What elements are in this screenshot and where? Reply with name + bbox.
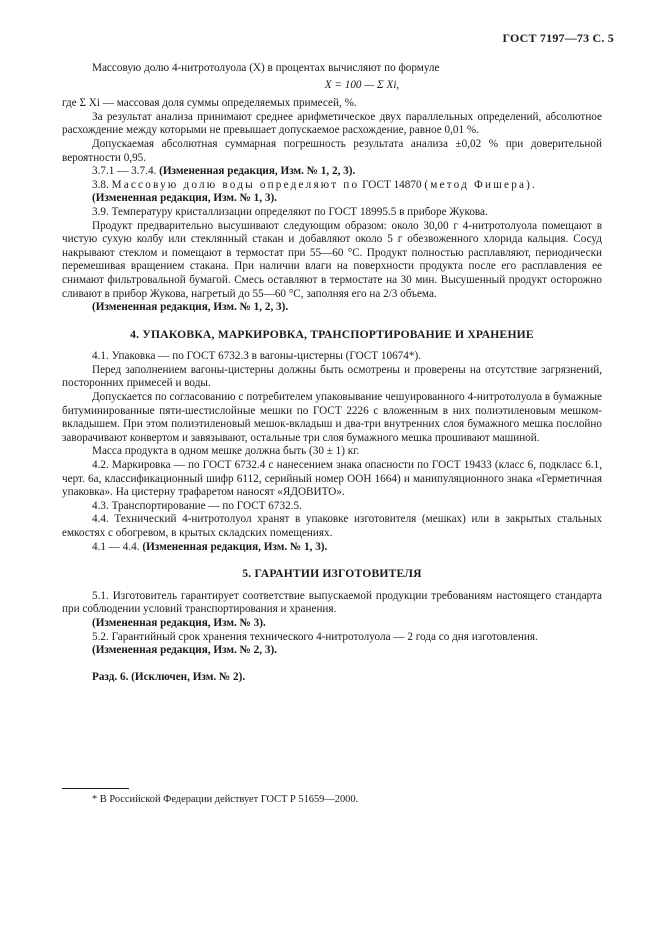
paragraph-drying: Продукт предварительно высушивают следующим образом: около 30,00 г 4-нитротолуола помещают в чистую сухую колбу или стеклянный стакан и добавляют около 5 г обезвоженного хлорида кальция. Сосуд накрывают стеклом и помещают в термостат при 55—60 °С. Продукт полностью расплавляют, периодически перемешивая вращением стакана. При наличии влаги на поверхности продукта после его расплавления ее снимают фильтровальной бумагой. Смесь оставляют в термостате на 30 мин. Высушенный продукт осторожно сливают в прибор Жукова, нагретый до 55—60 °С, заполняя его на 2/3 объема.: [62, 219, 602, 300]
section-6-note: Разд. 6. (Исключен, Изм. № 2).: [92, 670, 246, 683]
paragraph-4-4: 4.4. Технический 4-нитротолуол хранят в упаковке изготовителя (мешках) или в закрытых стальных емкостях с обогревом, в крытых складских помещениях.: [62, 513, 602, 539]
paragraph-5-1: 5.1. Изготовитель гарантирует соответствие выпускаемой продукции требованиям настоящего стандарта при соблюдении условий транспортирования и хранения.: [62, 589, 602, 616]
section-4-title: 4. УПАКОВКА, МАРКИРОВКА, ТРАНСПОРТИРОВАНИЕ И ХРАНЕНИЕ: [130, 327, 534, 341]
paragraph-5-2: 5.2. Гарантийный срок хранения технического 4-нитротолуола — 2 года со дня изготовления.: [92, 630, 538, 643]
amendment-note: (Измененная редакция, Изм. № 2, 3).: [92, 644, 277, 657]
standard-reference: ГОСТ 14870: [362, 178, 422, 191]
clause-text-spaced: Массовую долю воды определяют по: [111, 178, 360, 191]
paragraph-4-amend: [62, 541, 602, 555]
paragraph-3-9: 3.9. Температуру кристаллизации определяют по ГОСТ 18995.5 в приборе Жукова.: [92, 205, 488, 218]
paragraph-3-8: [62, 179, 602, 193]
amendment-note: (Измененная редакция, Изм. № 1, 2, 3).: [159, 165, 356, 178]
paragraph-4-1-mass: Масса продукта в одном мешке должна быть (30 ± 1) кг.: [92, 445, 360, 458]
paragraph-error: Допускаемая абсолютная суммарная погрешность результата анализа ±0,02 % при доверительной вероятности 0,95.: [62, 137, 602, 164]
paragraph-3-7-1: [62, 165, 602, 179]
paragraph-4-1: 4.1. Упаковка — по ГОСТ 6732.3 в вагоны-цистерны (ГОСТ 10674*).: [92, 350, 421, 363]
method-note: (метод Фишера).: [424, 178, 538, 191]
clause-number: 3.7.1 — 3.7.4.: [92, 165, 157, 178]
footnote-divider: [62, 788, 129, 789]
section-5-title: 5. ГАРАНТИИ ИЗГОТОВИТЕЛЯ: [242, 567, 422, 581]
paragraph-formula-intro: Массовую долю 4-нитротолуола (X) в процентах вычисляют по формуле: [92, 62, 440, 74]
amendment-note: (Измененная редакция, Изм. № 1, 3).: [92, 192, 277, 205]
formula: X = 100 — Σ Xi,: [324, 78, 400, 91]
running-header: ГОСТ 7197—73 С. 5: [502, 31, 614, 45]
footnote: * В Российской Федерации действует ГОСТ Р 51659—2000.: [92, 794, 359, 805]
paragraph-4-2: 4.2. Маркировка — по ГОСТ 6732.4 с нанесением знака опасности по ГОСТ 19433 (класс 6, подкласс 6.1, черт. 6а, классификационный шифр 6112, серийный номер ООН 1664) и манипуляционного знака «Герметичная упаковка». На цистерну трафаретом наносят «ЯДОВИТО».: [62, 459, 602, 499]
paragraph-formula-legend: где Σ Xi — массовая доля суммы определяемых примесей, %.: [62, 97, 357, 110]
paragraph-4-1-inspection: Перед заполнением вагоны-цистерны должны быть осмотрены и проверены на отсутствие загрязнений, посторонних примесей и воды.: [62, 363, 602, 390]
paragraph-result: За результат анализа принимают среднее арифметическое двух параллельных определений, абсолютное расхождение между которыми не превышает допускаемое расхождение, равное 0,01 %.: [62, 110, 602, 137]
paragraph-4-1-bags: Допускается по согласованию с потребителем упаковывание чешуированного 4-нитротолуола в бумажные битуминированные пяти-шестислойные мешки по ГОСТ 2226 с вложенным в них полиэтиленовым мешком-вкладышем. При этом полиэтиленовый мешок-вкладыш и два-три внутренних слоя бумажного мешка послойно заворачивают конвертом и завязывают, остальные три слоя бумажного мешка прошивают машиной.: [62, 391, 602, 444]
amendment-note: (Измененная редакция, Изм. № 1, 3).: [142, 540, 328, 553]
amendment-note: (Измененная редакция, Изм. № 1, 2, 3).: [92, 301, 289, 314]
page-content: [62, 62, 602, 684]
clause-number: 3.8.: [92, 178, 109, 191]
paragraph-4-3: 4.3. Транспортирование — по ГОСТ 6732.5.: [92, 499, 302, 512]
amendment-note: (Измененная редакция, Изм. № 3).: [92, 616, 266, 629]
clause-number: 4.1 — 4.4.: [92, 540, 140, 553]
